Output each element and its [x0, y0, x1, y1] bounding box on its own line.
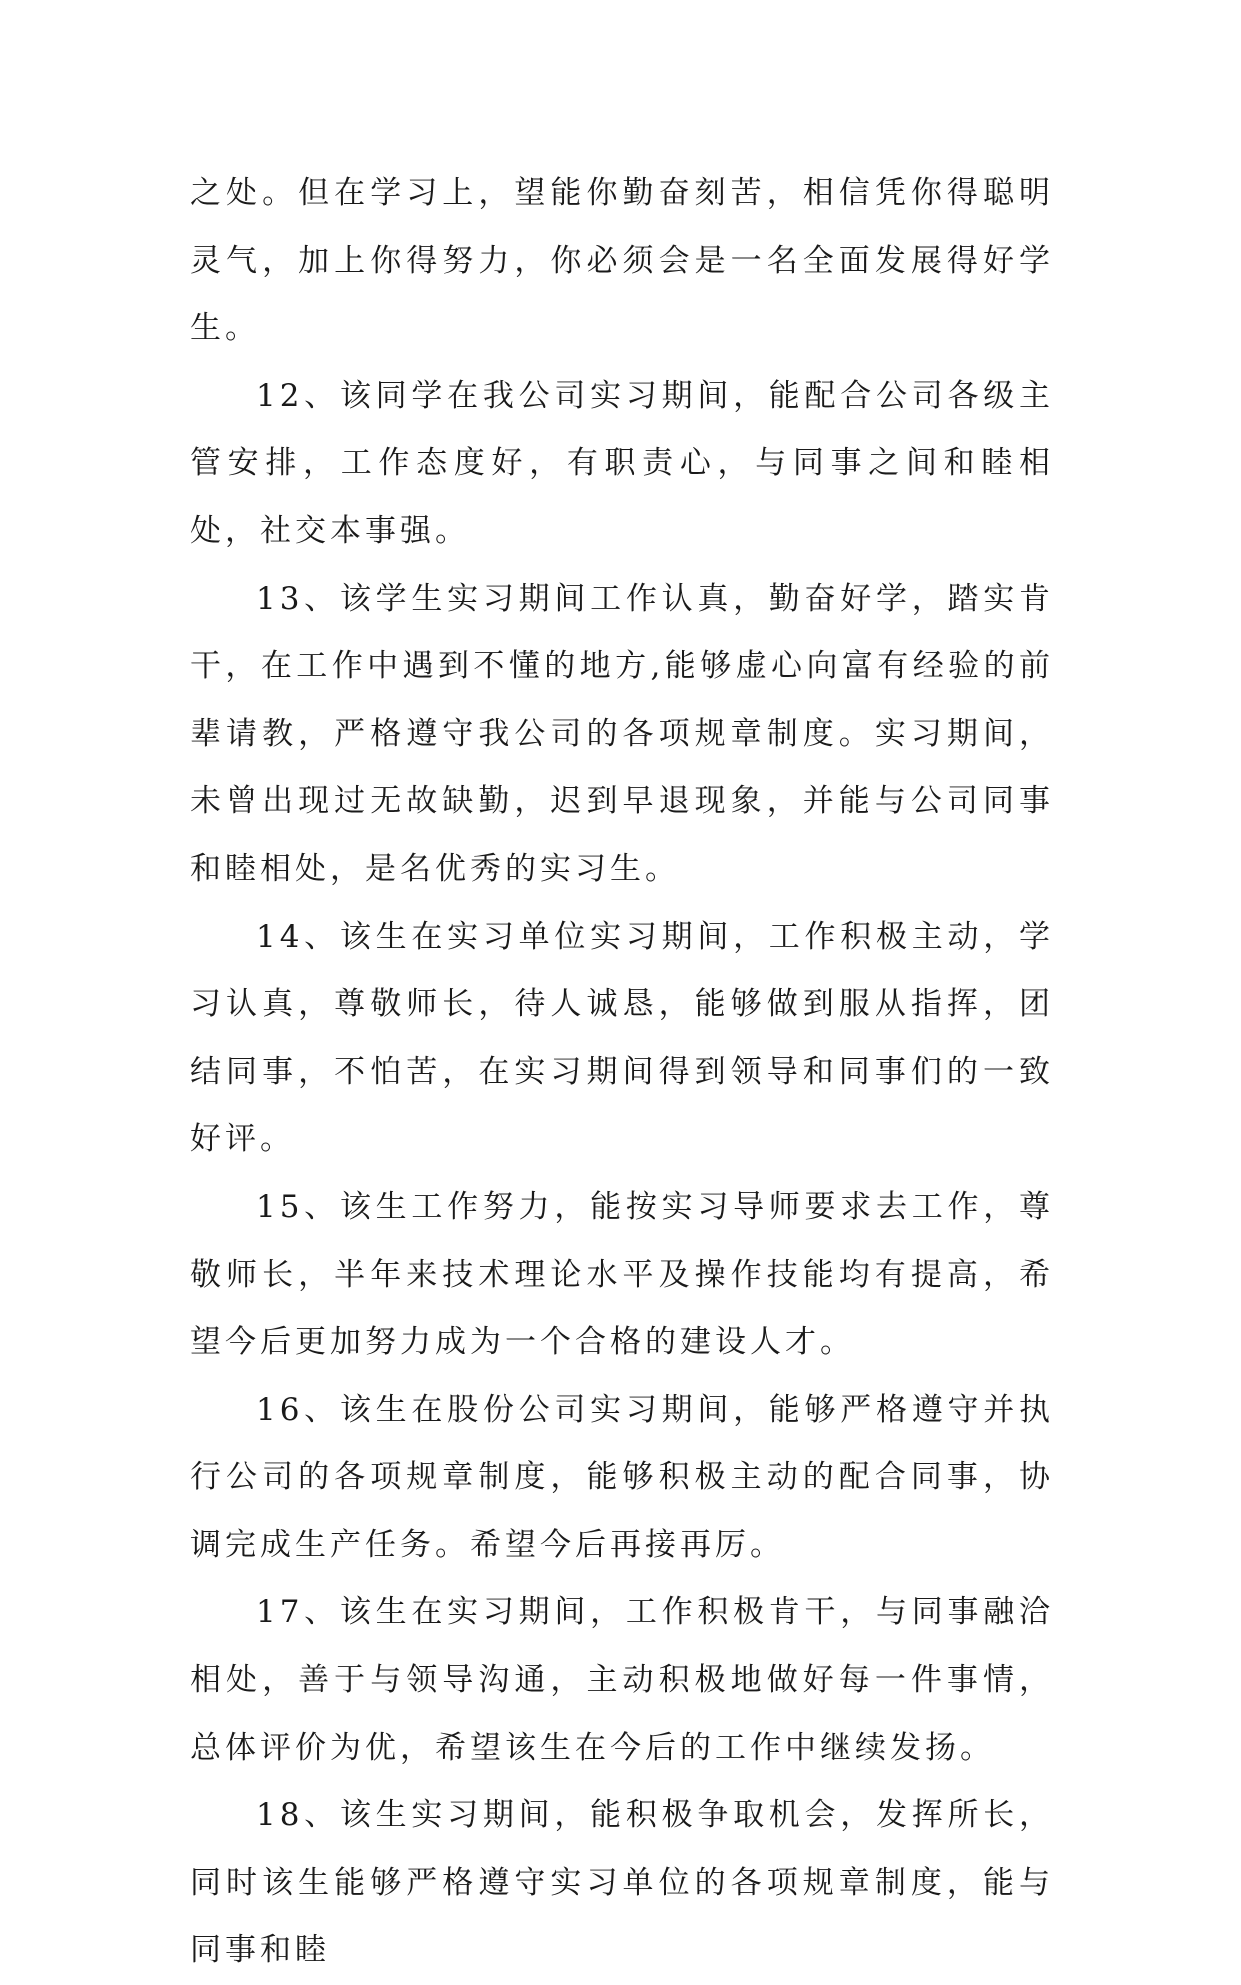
paragraph-item-12: 12、该同学在我公司实习期间，能配合公司各级主管安排，工作态度好，有职责心，与同事之间和睦相处，社交本事强。 — [190, 377, 1054, 549]
paragraph-item-15: 15、该生工作努力，能按实习导师要求去工作，尊敬师长，半年来技术理论水平及操作技能均有提高，希望今后更加努力成为一个合格的建设人才。 — [190, 1188, 1054, 1361]
document-body — [190, 160, 1054, 1985]
paragraph-item-17: 17、该生在实习期间，工作积极肯干，与同事融洽相处，善于与领导沟通，主动积极地做好每一件事情，总体评价为优，希望该生在今后的工作中继续发扬。 — [190, 1594, 1054, 1766]
paragraph-item-16: 16、该生在股份公司实习期间，能够严格遵守并执行公司的各项规章制度，能够积极主动的配合同事，协调完成生产任务。希望今后再接再厉。 — [190, 1391, 1054, 1563]
paragraph-item-14: 14、该生在实习单位实习期间，工作积极主动，学习认真，尊敬师长，待人诚恳，能够做到服从指挥，团结同事，不怕苦，在实习期间得到领导和同事们的一致好评。 — [190, 918, 1054, 1158]
paragraph-continuation: 之处。但在学习上，望能你勤奋刻苦，相信凭你得聪明灵气，加上你得努力，你必须会是一名全面发展得好学生。 — [190, 175, 1054, 347]
paragraph-item-13: 13、该学生实习期间工作认真，勤奋好学，踏实肯干，在工作中遇到不懂的地方,能够虚心向富有经验的前辈请教，严格遵守我公司的各项规章制度。实习期间，未曾出现过无故缺勤，迟到早退现象，并能与公司同事和睦相处，是名优秀的实习生。 — [190, 580, 1054, 887]
paragraph-item-18: 18、该生实习期间，能积极争取机会，发挥所长，同时该生能够严格遵守实习单位的各项规章制度，能与同事和睦 — [190, 1797, 1054, 1969]
